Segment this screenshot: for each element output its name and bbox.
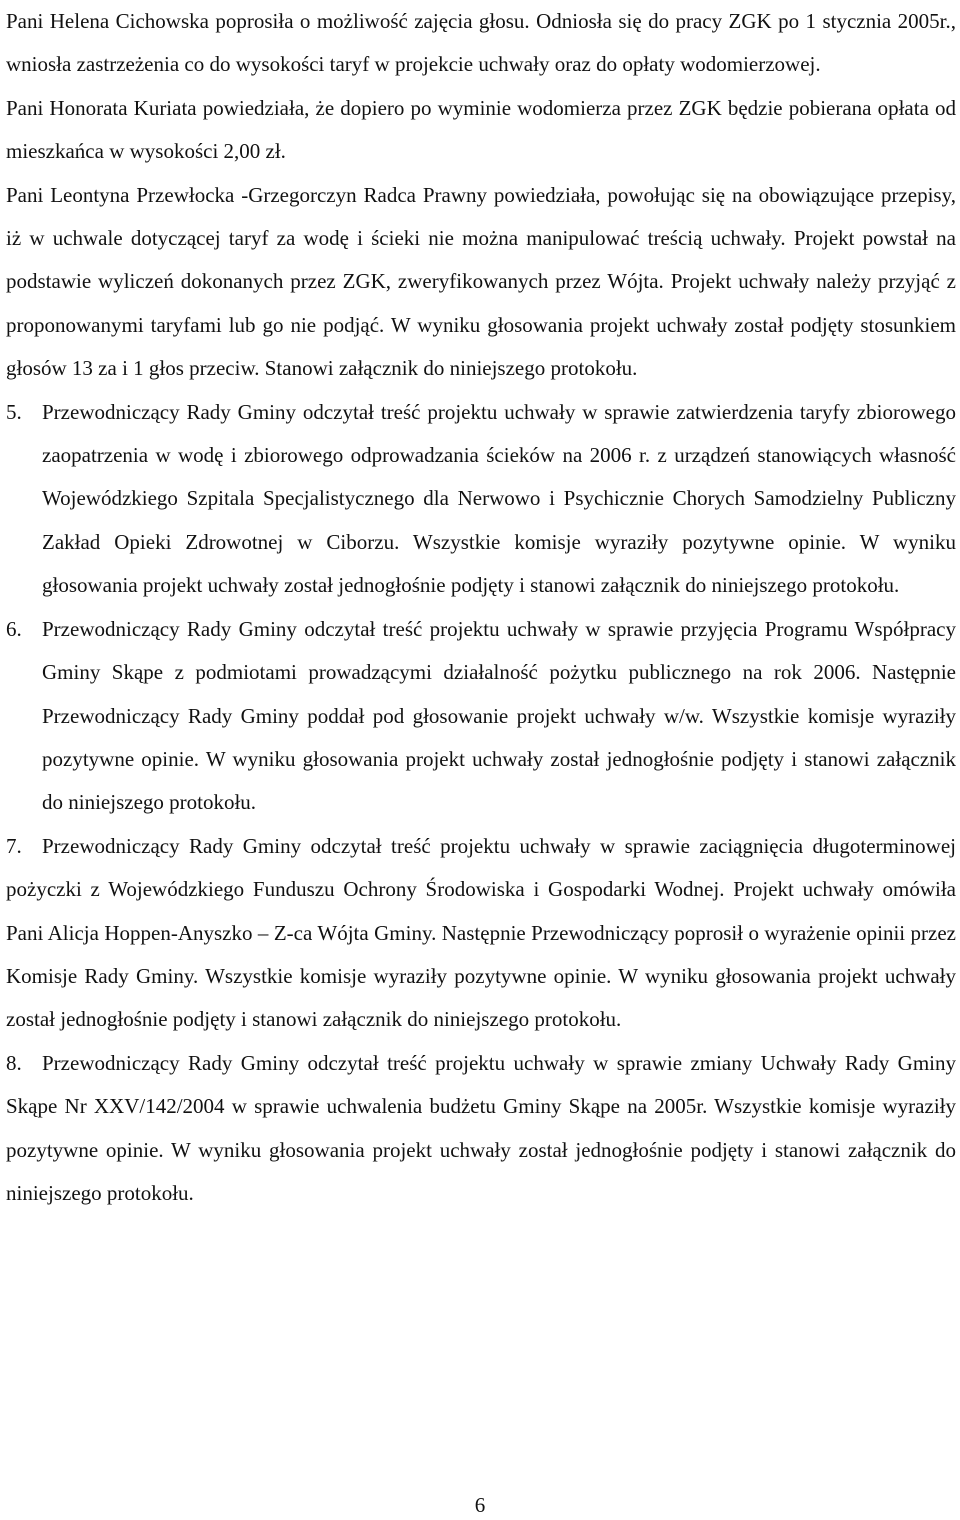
item-text: Przewodniczący Rady Gminy odczytał treść projektu uchwały w sprawie zatwierdzenia taryfy zbiorowego zaopatrzenia w wodę i zbiorowego odprowadzania ścieków na 2006 r. z urządzeń stanowiących własność Wojewódzkiego Szpitala Specjalistycznego dla Nerwowo i Psychicznie Chorych Samodzielny Publiczny Zakład Opieki Zdrowotnej w Ciborzu. Wszystkie komisje wyraziły pozytywne opinie. W wyniku głosowania projekt uchwały został jednogłośnie podjęty i stanowi załącznik do niniejszego protokołu. [42, 399, 956, 598]
agenda-item-8 [6, 1042, 956, 1216]
paragraph-kuriata: Pani Honorata Kuriata powiedziała, że dopiero po wyminie wodomierza przez ZGK będzie pobierana opłata od mieszkańca w wysokości 2,00 zł. [6, 95, 956, 164]
item-number: 7. [6, 833, 22, 858]
agenda-item-5 [6, 391, 956, 608]
item-text: Przewodniczący Rady Gminy odczytał treść projektu uchwały w sprawie przyjęcia Programu Współpracy Gminy Skąpe z podmiotami prowadzącymi działalność pożytku publicznego na rok 2006. Następnie Przewodniczący Rady Gminy poddał pod głosowanie projekt uchwały w/w. Wszystkie komisje wyraziły pozytywne opinie. W wyniku głosowania projekt uchwały został jednogłośnie podjęty i stanowi załącznik do niniejszego protokołu. [42, 616, 956, 815]
item-number: 5. [6, 399, 22, 424]
item-text: Przewodniczący Rady Gminy odczytał treść projektu uchwały w sprawie zaciągnięcia długoterminowej pożyczki z Wojewódzkiego Funduszu Ochrony Środowiska i Gospodarki Wodnej. Projekt uchwały omówiła Pani Alicja Hoppen-Anyszko – Z-ca Wójta Gminy. Następnie Przewodniczący poprosił o wyrażenie opinii przez Komisje Rady Gminy. Wszystkie komisje wyraziły pozytywne opinie. W wyniku głosowania projekt uchwały został jednogłośnie podjęty i stanowi załącznik do niniejszego protokołu. [6, 833, 956, 1032]
agenda-item-7 [6, 825, 956, 1042]
item-number: 6. [6, 616, 22, 641]
item-number: 8. [6, 1050, 22, 1075]
paragraph-cichowska: Pani Helena Cichowska poprosiła o możliwość zajęcia głosu. Odniosła się do pracy ZGK po 1 stycznia 2005r., wniosła zastrzeżenia co do wysokości taryf w projekcie uchwały oraz do opłaty wodomierzowej. [6, 9, 956, 77]
document-page [6, 0, 956, 1215]
page-number: 6 [474, 1493, 486, 1517]
item-text: Przewodniczący Rady Gminy odczytał treść projektu uchwały w sprawie zmiany Uchwały Rady Gminy Skąpe Nr XXV/142/2004 w sprawie uchwalenia budżetu Gminy Skąpe na 2005r. Wszystkie komisje wyraziły pozytywne opinie. W wyniku głosowania projekt uchwały został jednogłośnie podjęty i stanowi załącznik do niniejszego protokołu. [6, 1050, 956, 1205]
agenda-item-6 [6, 608, 956, 825]
paragraph-przewlocka: Pani Leontyna Przewłocka -Grzegorczyn Radca Prawny powiedziała, powołując się na obowiązujące przepisy, iż w uchwale dotyczącej taryf za wodę i ścieki nie można manipulować treścią uchwały. Projekt powstał na podstawie wyliczeń dokonanych przez ZGK, zweryfikowanych przez Wójta. Projekt uchwały należy przyjąć z proponowanymi taryfami lub go nie podjąć. W wyniku głosowania projekt uchwały został podjęty stosunkiem głosów 13 za i 1 głos przeciw. Stanowi załącznik do niniejszego protokołu. [6, 182, 956, 381]
